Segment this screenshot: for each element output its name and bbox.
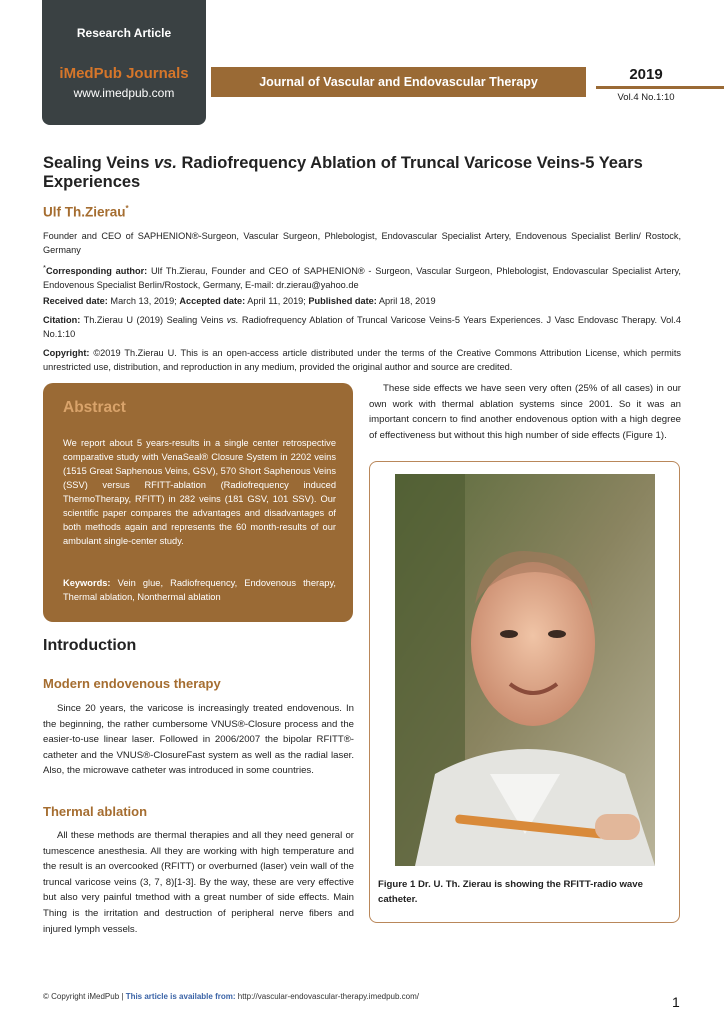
corresponding-mark: * (43, 263, 46, 272)
page-number: 1 (672, 994, 680, 1010)
subsection-heading-modern: Modern endovenous therapy (43, 676, 221, 691)
citation-label: Citation: (43, 315, 81, 325)
journal-name-band (211, 67, 586, 97)
title-part: Radiofrequency Ablation of Truncal Varicose Veins-5 Years Experiences (43, 154, 643, 191)
published-label: Published date: (308, 296, 377, 306)
article-dates (43, 294, 681, 308)
author-photo (395, 474, 655, 866)
journal-header-box (42, 0, 206, 125)
header-rule (596, 86, 724, 89)
portrait-illustration (395, 474, 655, 866)
citation-text: Th.Zierau U (2019) Sealing Veins (80, 315, 227, 325)
copyright (43, 346, 681, 374)
copyright-text: ©2019 Th.Zierau U. This is an open-access article distributed under the terms of the Creative Commons Attribution License, which permits unrestricted use, distribution, and reproduction in any medium, provided the original author and source are credited. (43, 348, 681, 372)
issue-year: 2019 (629, 66, 663, 83)
title-part: Sealing Veins (43, 154, 154, 172)
publisher-logo: iMedPub Journals (59, 65, 189, 82)
footer-url[interactable]: http://vascular-endovascular-therapy.imedpub.com/ (235, 992, 420, 1001)
received-label: Received date: (43, 296, 108, 306)
corresponding-author (43, 261, 681, 292)
article-title (43, 154, 683, 192)
accepted-label: Accepted date: (179, 296, 246, 306)
footer-available-label: This article is available from: (125, 992, 236, 1001)
corresponding-label: Corresponding author: (45, 266, 148, 277)
subsection-heading-thermal: Thermal ablation (43, 804, 148, 819)
keywords-text: Vein glue, Radiofrequency, Endovenous therapy, Thermal ablation, Nonthermal ablation (63, 578, 336, 602)
article-type: Research Article (76, 26, 172, 40)
paragraph-side-effects: These side effects we have seen very often (25% of all cases) in our own work with thermal ablation systems since 2001. So it was an important concern to find another endovenous option with a high degree of effectiveness but without this high number of side effects (Figure 1). (369, 383, 681, 441)
author-text: Ulf Th.Zierau (43, 204, 126, 220)
abstract-body: We report about 5 years-results in a single center retrospective comparative study with VenaSeal® Closure System in 2202 veins (1515 Great Saphenous Veins, GSV), 570 Short Saphenous Veins (SSV) versus RFITT-ablation (Radiofrequency induced ThermoTherapy, RFITT) in 282 veins (181 GSV, 101 SSV). Our scientific paper compares the advantages and disadvantages of both methods again and represents the 60 month-results of our ambulant single-center study. (63, 438, 336, 546)
abstract-keywords (63, 576, 336, 604)
copyright-label: Copyright: (43, 348, 90, 358)
title-vs: vs. (153, 154, 177, 172)
keywords-label: Keywords: (63, 578, 111, 588)
received-date: March 13, 2019; (107, 296, 180, 306)
author-name (43, 204, 129, 220)
figure-box (369, 461, 680, 923)
affiliation: Founder and CEO of SAPHENION®-Surgeon, Vascular Surgeon, Phlebologist, Endovascular Specialist Artery, Endovenous Specialist Berlin/ Rostock, Germany (43, 231, 681, 255)
published-date: April 18, 2019 (376, 296, 436, 306)
footer-copyright: © Copyright iMedPub | (43, 992, 126, 1001)
abstract-box (43, 383, 353, 622)
paragraph-modern: Since 20 years, the varicose is increasingly treated endovenous. In the beginning, the rather cumbersome VNUS®-Closure process and the easier-to-use linear laser. Followed in 2006/2007 the bipolar RFITT®-catheter and the VNUS®-ClosureFast system as well as the radial laser. Also, the microwave catheter was introduced in some countries. (43, 703, 354, 777)
citation-vs: vs. (226, 315, 239, 325)
issue-volume: Vol.4 No.1:10 (617, 92, 675, 103)
abstract-title: Abstract (63, 399, 126, 416)
author-mark: * (125, 204, 129, 213)
figure-caption: Figure 1 Dr. U. Th. Zierau is showing the RFITT-radio wave catheter. (378, 879, 643, 905)
accepted-date: April 11, 2019; (245, 296, 309, 306)
corresponding-text: Ulf Th.Zierau, Founder and CEO of SAPHENION® - Surgeon, Vascular Surgeon, Phlebologist, Endovascular Specialist Artery, Endovenous Specialist Berlin/Rostock, Germany, E-mail: dr.zierau@yahoo.de (43, 266, 681, 291)
journal-name: Journal of Vascular and Endovascular Therapy (259, 75, 538, 89)
publisher-url[interactable]: www.imedpub.com (73, 86, 175, 100)
paragraph-thermal: All these methods are thermal therapies and all they need general or tumescence anesthesia. All they are working with high temperature and the result is an overcooked (RFITT) or overburned (laser) vein wall of the truncal varicose veins (3, 7, 8)[1-3]. By the way, these are very effective but also very painful tmethod with a great number of side effects. Main Thing is the irritation and destruction of peripheral nerve fibers and injured lymph vessels. (43, 830, 354, 935)
section-heading-introduction: Introduction (43, 637, 137, 654)
citation-text: Radiofrequency Ablation of Truncal Varicose Veins-5 Years Experiences. J Vasc Endovasc Therapy. Vol.4 No.1:10 (43, 315, 681, 339)
citation (43, 313, 681, 341)
page-footer (43, 992, 419, 1001)
